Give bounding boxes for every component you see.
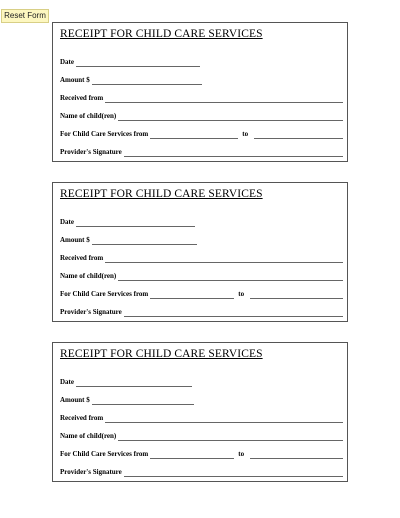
amount-label: Amount $ — [60, 396, 90, 404]
amount-row — [60, 75, 202, 85]
children-field[interactable] — [118, 432, 343, 441]
received-from-field[interactable] — [105, 414, 343, 423]
signature-field[interactable] — [124, 468, 343, 477]
receipt-title: RECEIPT FOR CHILD CARE SERVICES — [60, 188, 263, 200]
received-from-row — [60, 93, 343, 103]
children-label: Name of child(ren) — [60, 272, 117, 280]
children-field[interactable] — [118, 112, 343, 121]
signature-field[interactable] — [124, 308, 343, 317]
amount-field[interactable] — [92, 76, 202, 85]
receipt-card — [52, 342, 348, 482]
date-label: Date — [60, 218, 74, 226]
signature-label: Provider's Signature — [60, 468, 122, 476]
received-from-label: Received from — [60, 414, 104, 422]
received-from-row — [60, 253, 343, 263]
services-row — [60, 289, 343, 299]
services-to-label: to — [238, 450, 245, 458]
signature-label: Provider's Signature — [60, 148, 122, 156]
children-label: Name of child(ren) — [60, 112, 117, 120]
services-to-field[interactable] — [250, 450, 343, 459]
signature-field[interactable] — [124, 148, 343, 157]
date-field[interactable] — [76, 58, 200, 67]
children-row — [60, 271, 343, 281]
services-row — [60, 129, 343, 139]
services-from-label: For Child Care Services from — [60, 130, 149, 138]
date-field[interactable] — [76, 378, 192, 387]
services-from-field[interactable] — [150, 290, 234, 299]
children-row — [60, 431, 343, 441]
children-label: Name of child(ren) — [60, 432, 117, 440]
amount-field[interactable] — [92, 236, 197, 245]
received-from-label: Received from — [60, 254, 104, 262]
amount-row — [60, 235, 197, 245]
receipt-title: RECEIPT FOR CHILD CARE SERVICES — [60, 348, 263, 360]
amount-row — [60, 395, 194, 405]
reset-form-button[interactable]: Reset Form — [1, 9, 49, 23]
signature-row — [60, 467, 343, 477]
received-from-field[interactable] — [105, 94, 343, 103]
services-from-field[interactable] — [150, 130, 238, 139]
received-from-row — [60, 413, 343, 423]
services-to-label: to — [238, 290, 245, 298]
amount-field[interactable] — [92, 396, 194, 405]
services-from-field[interactable] — [150, 450, 234, 459]
received-from-label: Received from — [60, 94, 104, 102]
signature-row — [60, 147, 343, 157]
children-field[interactable] — [118, 272, 343, 281]
date-label: Date — [60, 58, 74, 66]
amount-label: Amount $ — [60, 76, 90, 84]
date-row — [60, 377, 192, 387]
services-to-field[interactable] — [250, 290, 343, 299]
services-to-label: to — [242, 130, 249, 138]
date-row — [60, 217, 195, 227]
signature-row — [60, 307, 343, 317]
receipt-card — [52, 22, 348, 162]
receipt-card — [52, 182, 348, 322]
date-field[interactable] — [76, 218, 195, 227]
services-row — [60, 449, 343, 459]
children-row — [60, 111, 343, 121]
amount-label: Amount $ — [60, 236, 90, 244]
receipt-title: RECEIPT FOR CHILD CARE SERVICES — [60, 28, 263, 40]
received-from-field[interactable] — [105, 254, 343, 263]
services-to-field[interactable] — [254, 130, 343, 139]
signature-label: Provider's Signature — [60, 308, 122, 316]
services-from-label: For Child Care Services from — [60, 450, 149, 458]
date-label: Date — [60, 378, 74, 386]
services-from-label: For Child Care Services from — [60, 290, 149, 298]
date-row — [60, 57, 200, 67]
